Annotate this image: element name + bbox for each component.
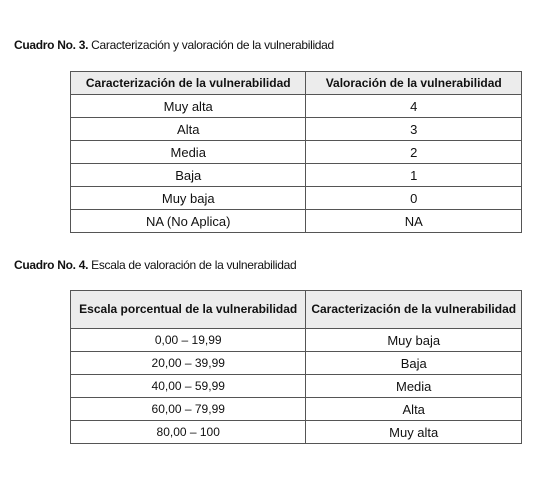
percentage-range-cell: 80,00 – 100: [71, 421, 306, 444]
table-row: [71, 187, 522, 210]
table-row: [71, 329, 522, 352]
header-valuation: Valoración de la vulnerabilidad: [306, 72, 522, 95]
table-3-caption: [14, 38, 334, 52]
percentage-range-cell: 0,00 – 19,99: [71, 329, 306, 352]
vulnerability-scale-table: [70, 290, 522, 444]
valuation-cell: 3: [306, 118, 522, 141]
percentage-range-cell: 20,00 – 39,99: [71, 352, 306, 375]
table-row: [71, 210, 522, 233]
header-characterization: Caracterización de la vulnerabilidad: [71, 72, 306, 95]
characterization-cell: Muy baja: [71, 187, 306, 210]
table-4-caption-text: Escala de valoración de la vulnerabilidad: [91, 258, 297, 272]
characterization-cell: Media: [306, 375, 522, 398]
table-row: [71, 398, 522, 421]
vulnerability-characterization-table: [70, 71, 522, 233]
table-row: [71, 352, 522, 375]
valuation-cell: 4: [306, 95, 522, 118]
table-header-row: [71, 291, 522, 329]
characterization-cell: Muy baja: [306, 329, 522, 352]
characterization-cell: NA (No Aplica): [71, 210, 306, 233]
header-characterization: Caracterización de la vulnerabilidad: [306, 291, 522, 329]
characterization-cell: Baja: [71, 164, 306, 187]
percentage-range-cell: 60,00 – 79,99: [71, 398, 306, 421]
table-row: [71, 164, 522, 187]
table-row: [71, 421, 522, 444]
table-row: [71, 375, 522, 398]
table-3-caption-text: Caracterización y valoración de la vulnerabilidad: [91, 38, 334, 52]
header-percentage-scale: Escala porcentual de la vulnerabilidad: [71, 291, 306, 329]
table-3-caption-number: Cuadro No. 3.: [14, 38, 89, 52]
valuation-cell: 1: [306, 164, 522, 187]
table-row: [71, 141, 522, 164]
table-4-caption-number: Cuadro No. 4.: [14, 258, 89, 272]
valuation-cell: NA: [306, 210, 522, 233]
characterization-cell: Media: [71, 141, 306, 164]
table-4-caption: [14, 258, 296, 272]
table-row: [71, 118, 522, 141]
table-row: [71, 95, 522, 118]
characterization-cell: Alta: [306, 398, 522, 421]
valuation-cell: 0: [306, 187, 522, 210]
percentage-range-cell: 40,00 – 59,99: [71, 375, 306, 398]
characterization-cell: Muy alta: [306, 421, 522, 444]
table-header-row: [71, 72, 522, 95]
valuation-cell: 2: [306, 141, 522, 164]
characterization-cell: Alta: [71, 118, 306, 141]
characterization-cell: Muy alta: [71, 95, 306, 118]
characterization-cell: Baja: [306, 352, 522, 375]
